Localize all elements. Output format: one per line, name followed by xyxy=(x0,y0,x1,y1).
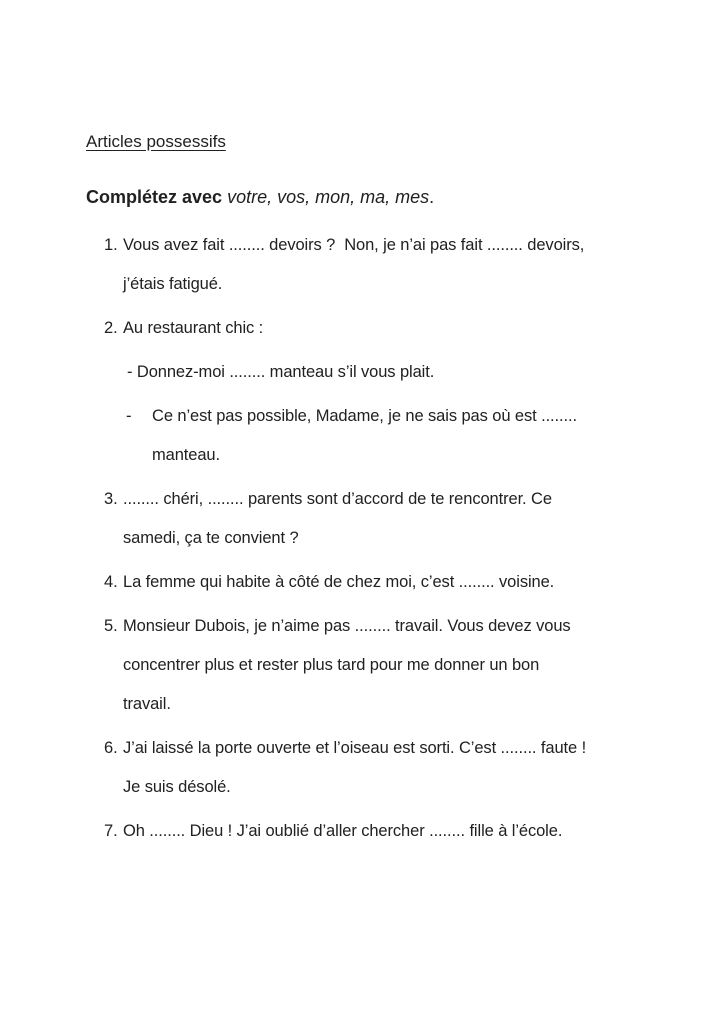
list-item-5 xyxy=(86,607,674,724)
list-item-2-sub-1 xyxy=(86,353,674,392)
item-line: Au restaurant chic : xyxy=(123,319,264,337)
document-title: Articles possessifs xyxy=(86,132,226,151)
item-line: Oh ........ Dieu ! J’ai oublié d’aller chercher ........ fille à l’école. xyxy=(123,822,563,840)
item-line: Vous avez fait ........ devoirs ? Non, je n’ai pas fait ........ devoirs, xyxy=(123,236,585,254)
list-item-3 xyxy=(86,480,674,558)
item-number: 3. xyxy=(104,490,118,508)
exercise-instruction xyxy=(86,184,674,210)
item-number: 2. xyxy=(104,319,118,337)
item-line: ........ chéri, ........ parents sont d’accord de te rencontrer. Ce xyxy=(123,490,552,508)
list-item-6 xyxy=(86,729,674,807)
list-item-7 xyxy=(86,812,674,851)
list-item-4 xyxy=(86,563,674,602)
item-line: concentrer plus et rester plus tard pour me donner un bon xyxy=(123,656,540,674)
item-number: 5. xyxy=(104,617,118,635)
instruction-bold-text: Complétez avec xyxy=(86,187,228,207)
item-line: j’étais fatigué. xyxy=(123,275,223,293)
exercise-list xyxy=(86,226,674,851)
dash-bullet: - xyxy=(126,407,132,425)
item-line: Ce n’est pas possible, Madame, je ne sais pas où est ........ xyxy=(152,407,577,425)
item-number: 4. xyxy=(104,573,118,591)
item-line: Je suis désolé. xyxy=(123,778,231,796)
item-line: La femme qui habite à côté de chez moi, c’est ........ voisine. xyxy=(123,573,555,591)
item-number: 7. xyxy=(104,822,118,840)
list-item-2-sub-2 xyxy=(86,397,674,475)
item-number: 6. xyxy=(104,739,118,757)
item-line: travail. xyxy=(123,695,171,713)
item-line: manteau. xyxy=(152,446,220,464)
item-line: samedi, ça te convient ? xyxy=(123,529,299,547)
instruction-word-list: votre, vos, mon, ma, mes xyxy=(227,187,430,207)
list-item-2 xyxy=(86,309,674,348)
list-item-1 xyxy=(86,226,674,304)
instruction-suffix: . xyxy=(429,187,435,207)
item-line: - Donnez-moi ........ manteau s’il vous plait. xyxy=(127,363,435,381)
item-line: J’ai laissé la porte ouverte et l’oiseau est sorti. C’est ........ faute ! xyxy=(123,739,587,757)
item-number: 1. xyxy=(104,236,118,254)
item-line: Monsieur Dubois, je n’aime pas ........ travail. Vous devez vous xyxy=(123,617,571,635)
